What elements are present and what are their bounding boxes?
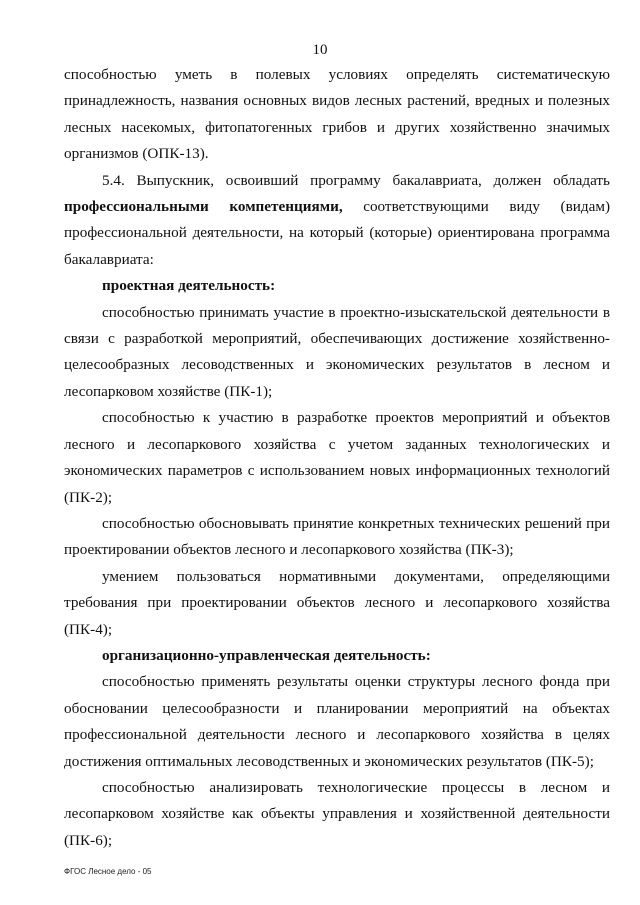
- page-number: 10: [312, 42, 328, 58]
- competency-pk-4: умением пользоваться нормативными документами, определяющими требования при проектировании объектов лесного и лесопаркового хозяйства (ПК-4);: [64, 567, 610, 638]
- paragraph-5-4-intro: 5.4. Выпускник, освоивший программу бакалавриата, должен обладать: [102, 171, 610, 189]
- competency-pk-5: способностью применять результаты оценки структуры лесного фонда при обосновании целесообразности и планировании мероприятий на объектах профессиональной деятельности лесного и лесопаркового хозяйства в целях достижения оптимальных лесоводственных и экономических результатов (ПК-5);: [64, 673, 610, 770]
- competency-pk-3: способностью обосновывать принятие конкретных технических решений при проектировании объектов лесного и лесопаркового хозяйства (ПК-3);: [64, 514, 610, 559]
- section-heading-design: проектная деятельность:: [102, 277, 276, 295]
- professional-competencies-term: профессиональными компетенциями,: [64, 198, 343, 216]
- document-body: [64, 62, 610, 854]
- competency-pk-2: способностью к участию в разработке проектов мероприятий и объектов лесного и лесопаркового хозяйства с учетом заданных технологических и экономических параметров с использованием новых информационных технологий (ПК-2);: [64, 409, 610, 506]
- paragraph-5-4-rest: соответствующими виду (видам) профессиональной деятельности, на который (которые) ориентирована программа бакалавриата:: [64, 198, 611, 268]
- paragraph-opk-13: способностью уметь в полевых условиях определять систематическую принадлежность, названия основных видов лесных растений, вредных и полезных лесных насекомых, фитопатогенных грибов и других хозяйственно значимых организмов (ОПК-13).: [64, 66, 610, 163]
- competency-pk-1: способностью принимать участие в проектно-изыскательской деятельности в связи с разработкой мероприятий, обеспечивающих достижение хозяйственно-целесообразных лесоводственных и экономических результатов в лесном и лесопарковом хозяйстве (ПК-1);: [64, 303, 610, 400]
- section-heading-management: организационно-управленческая деятельность:: [102, 646, 431, 664]
- paragraph-5-4: [64, 168, 610, 274]
- competency-pk-6: способностью анализировать технологические процессы в лесном и лесопарковом хозяйстве как объекты управления и хозяйственной деятельности (ПК-6);: [64, 778, 610, 849]
- document-footer: ФГОС Лесное дело - 05: [64, 867, 152, 876]
